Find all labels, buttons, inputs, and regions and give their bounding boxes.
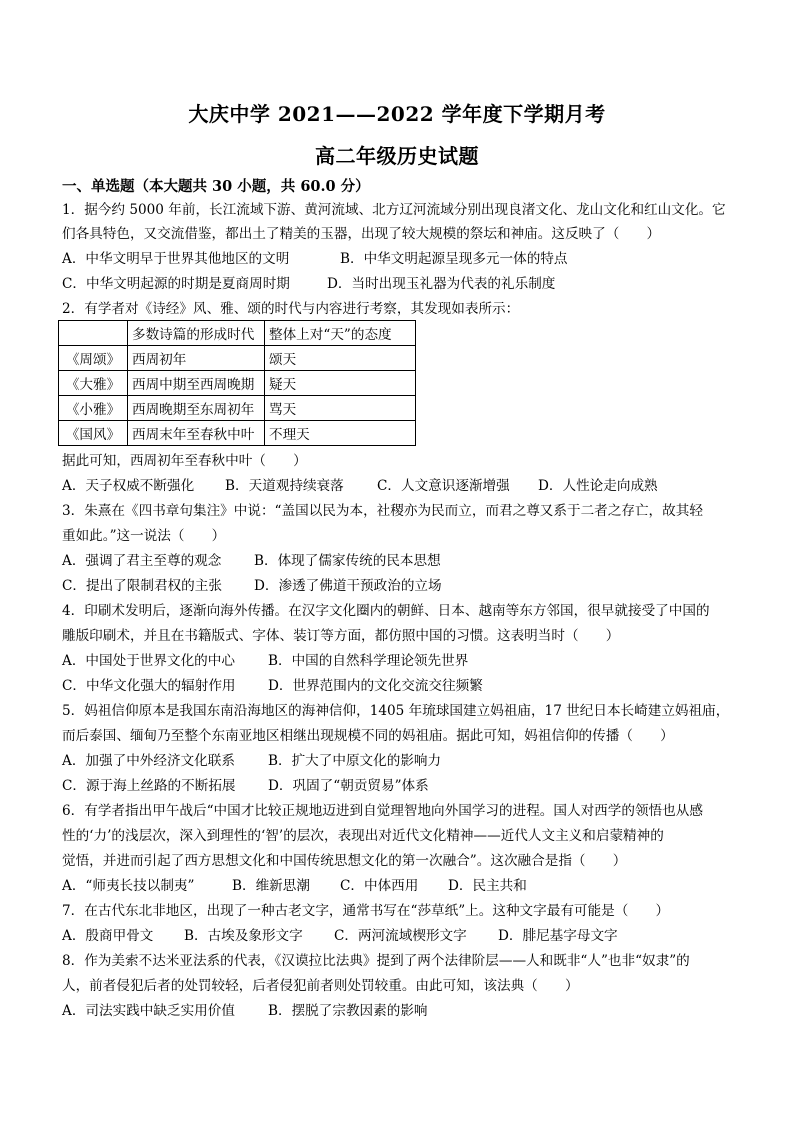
table-row [59,421,416,446]
question-5-options-row-1 [62,752,441,770]
question-3-option-d[interactable]: D．渗透了佛道干预政治的立场 [254,578,442,594]
question-5-options-row-2 [62,777,429,795]
table-row [59,371,416,396]
question-6-option-b[interactable]: B．维新思潮 [232,878,310,894]
question-5-stem-line-1: 5．妈祖信仰原本是我国东南沿海地区的海神信仰，1405 年琉球国建立妈祖庙，17 世纪日本长崎建立妈祖庙， [62,703,730,719]
question-3-option-a[interactable]: A．强调了君主至尊的观念 [62,553,222,569]
poetry-table [58,320,416,446]
question-6-stem-line-3: 觉悟，并进而引起了西方思想文化和中国传统思想文化的第一次融合”。这次融合是指（ ） [62,853,627,869]
question-7-option-d[interactable]: D．腓尼基字母文字 [498,928,618,944]
table-cell: 《小雅》 [59,396,128,421]
question-4-option-b[interactable]: B．中国的自然科学理论领先世界 [268,653,469,669]
question-2-stem: 2．有学者对《诗经》风、雅、颂的时代与内容进行考察，其发现如表所示： [62,301,520,317]
question-6-option-c[interactable]: C．中体西用 [340,878,419,894]
question-2-option-a[interactable]: A．天子权威不断强化 [62,478,195,494]
question-1-options-row-2 [62,275,555,293]
question-1-option-c[interactable]: C．中华文明起源的时期是夏商周时期 [62,276,290,292]
question-6-stem-line-1: 6．有学者指出甲午战后“中国才比较正规地迈进到自觉理智地向外国学习的进程。国人对西学的领悟也从感 [62,803,703,819]
question-8-options-row [62,1002,428,1020]
table-cell: 西周初年 [128,346,265,371]
question-4-stem-line-2: 雕版印刷术，并且在书籍版式、字体、装订等方面，都仿照中国的习惯。这表明当时（ ） [62,628,620,644]
question-7-option-c[interactable]: C．两河流域楔形文字 [334,928,467,944]
question-2-option-c[interactable]: C．人文意识逐渐增强 [377,478,510,494]
question-1-option-d[interactable]: D．当时出现玉礼器为代表的礼乐制度 [327,276,556,292]
question-6-options-row [62,877,527,895]
question-7-options-row [62,927,618,945]
table-header-cell: 多数诗篇的形成时代 [128,321,265,346]
table-cell: 西周末年至春秋中叶 [128,421,265,446]
table-header-cell [59,321,128,346]
question-8-stem-line-2: 人，前者侵犯后者的处罚较轻，后者侵犯前者则处罚较重。由此可知，该法典（ ） [62,978,579,994]
question-3-options-row-2 [62,577,442,595]
question-3-option-c[interactable]: C．提出了限制君权的主张 [62,578,222,594]
question-4-option-a[interactable]: A．中国处于世界文化的中心 [62,653,235,669]
question-8-stem-line-1: 8．作为美索不达米亚法系的代表，《汉谟拉比法典》提到了两个法律阶层——人和既非“人”也非“奴隶”的 [62,953,690,969]
table-cell: 颂天 [265,346,416,371]
table-row [59,346,416,371]
question-4-option-c[interactable]: C．中华文化强大的辐射作用 [62,678,236,694]
question-1-option-b[interactable]: B．中华文明起源呈现多元一体的特点 [340,251,568,267]
table-header-cell: 整体上对“天”的态度 [265,321,416,346]
question-5-option-a[interactable]: A．加强了中外经济文化联系 [62,753,235,769]
question-3-option-b[interactable]: B．体现了儒家传统的民本思想 [254,553,441,569]
question-8-option-a[interactable]: A．司法实践中缺乏实用价值 [62,1003,235,1019]
table-cell: 《国风》 [59,421,128,446]
section-heading: 一、单选题（本大题共 30 小题，共 60.0 分） [62,178,370,195]
question-8-option-b[interactable]: B．摆脱了宗教因素的影响 [268,1003,428,1019]
table-header-row [59,321,416,346]
question-5-stem-line-2: 而后泰国、缅甸乃至整个东南亚地区相继出现规模不同的妈祖庙。据此可知，妈祖信仰的传播（ ） [62,728,674,744]
question-6-option-a[interactable]: A．“师夷长技以制夷” [62,878,195,894]
table-cell: 西周中期至西周晚期 [128,371,265,396]
exam-title: 大庆中学 2021——2022 学年度下学期月考 [188,102,606,126]
question-3-options-row-1 [62,552,441,570]
question-7-stem: 7．在古代东北非地区，出现了一种古老文字，通常书写在“莎草纸”上。这种文字最有可能是（ ） [62,903,670,919]
table-cell: 不理天 [265,421,416,446]
question-4-options-row-2 [62,677,483,695]
table-cell: 骂天 [265,396,416,421]
question-3-stem-line-2: 重如此。”这一说法（ ） [62,528,226,544]
question-2-ask: 据此可知，西周初年至春秋中叶（ ） [62,453,307,469]
question-2-option-d[interactable]: D．人性论走向成熟 [538,478,658,494]
question-3-stem-line-1: 3．朱熹在《四书章句集注》中说：“盖国以民为本，社稷亦为民而立，而君之尊又系于二者之存亡，故其轻 [62,503,703,519]
question-5-option-b[interactable]: B．扩大了中原文化的影响力 [268,753,442,769]
question-5-option-c[interactable]: C．源于海上丝路的不断拓展 [62,778,236,794]
question-1-option-a[interactable]: A．中华文明早于世界其他地区的文明 [62,251,290,267]
question-4-stem-line-1: 4．印刷术发明后，逐渐向海外传播。在汉字文化圈内的朝鲜、日本、越南等东方邻国，很早就接受了中国的 [62,603,710,619]
question-1-stem-line-1: 1．据今约 5000 年前，长江流域下游、黄河流域、北方辽河流域分别出现良渚文化、龙山文化和红山文化。它 [62,202,726,218]
question-1-options-row-1 [62,250,568,268]
question-7-option-a[interactable]: A．殷商甲骨文 [62,928,154,944]
question-1-stem-line-2: 们各具特色，又交流借鉴，都出土了精美的玉器，出现了较大规模的祭坛和神庙。这反映了（ ） [62,226,661,242]
question-6-option-d[interactable]: D．民主共和 [448,878,527,894]
table-cell: 西周晚期至东周初年 [128,396,265,421]
question-7-option-b[interactable]: B．古埃及象形文字 [184,928,303,944]
exam-subtitle: 高二年级历史试题 [315,144,479,168]
question-2-options-row [62,477,658,495]
question-5-option-d[interactable]: D．巩固了“朝贡贸易”体系 [268,778,429,794]
table-cell: 《周颂》 [59,346,128,371]
question-6-stem-line-2: 性的‘力’的浅层次，深入到理性的‘智’的层次，表现出对近代文化精神——近代人文主义和启蒙精神的 [62,828,664,844]
question-2-option-b[interactable]: B．天道观持续衰落 [225,478,344,494]
table-row [59,396,416,421]
table-cell: 疑天 [265,371,416,396]
question-4-options-row-1 [62,652,468,670]
question-4-option-d[interactable]: D．世界范围内的文化交流交往频繁 [268,678,483,694]
table-cell: 《大雅》 [59,371,128,396]
